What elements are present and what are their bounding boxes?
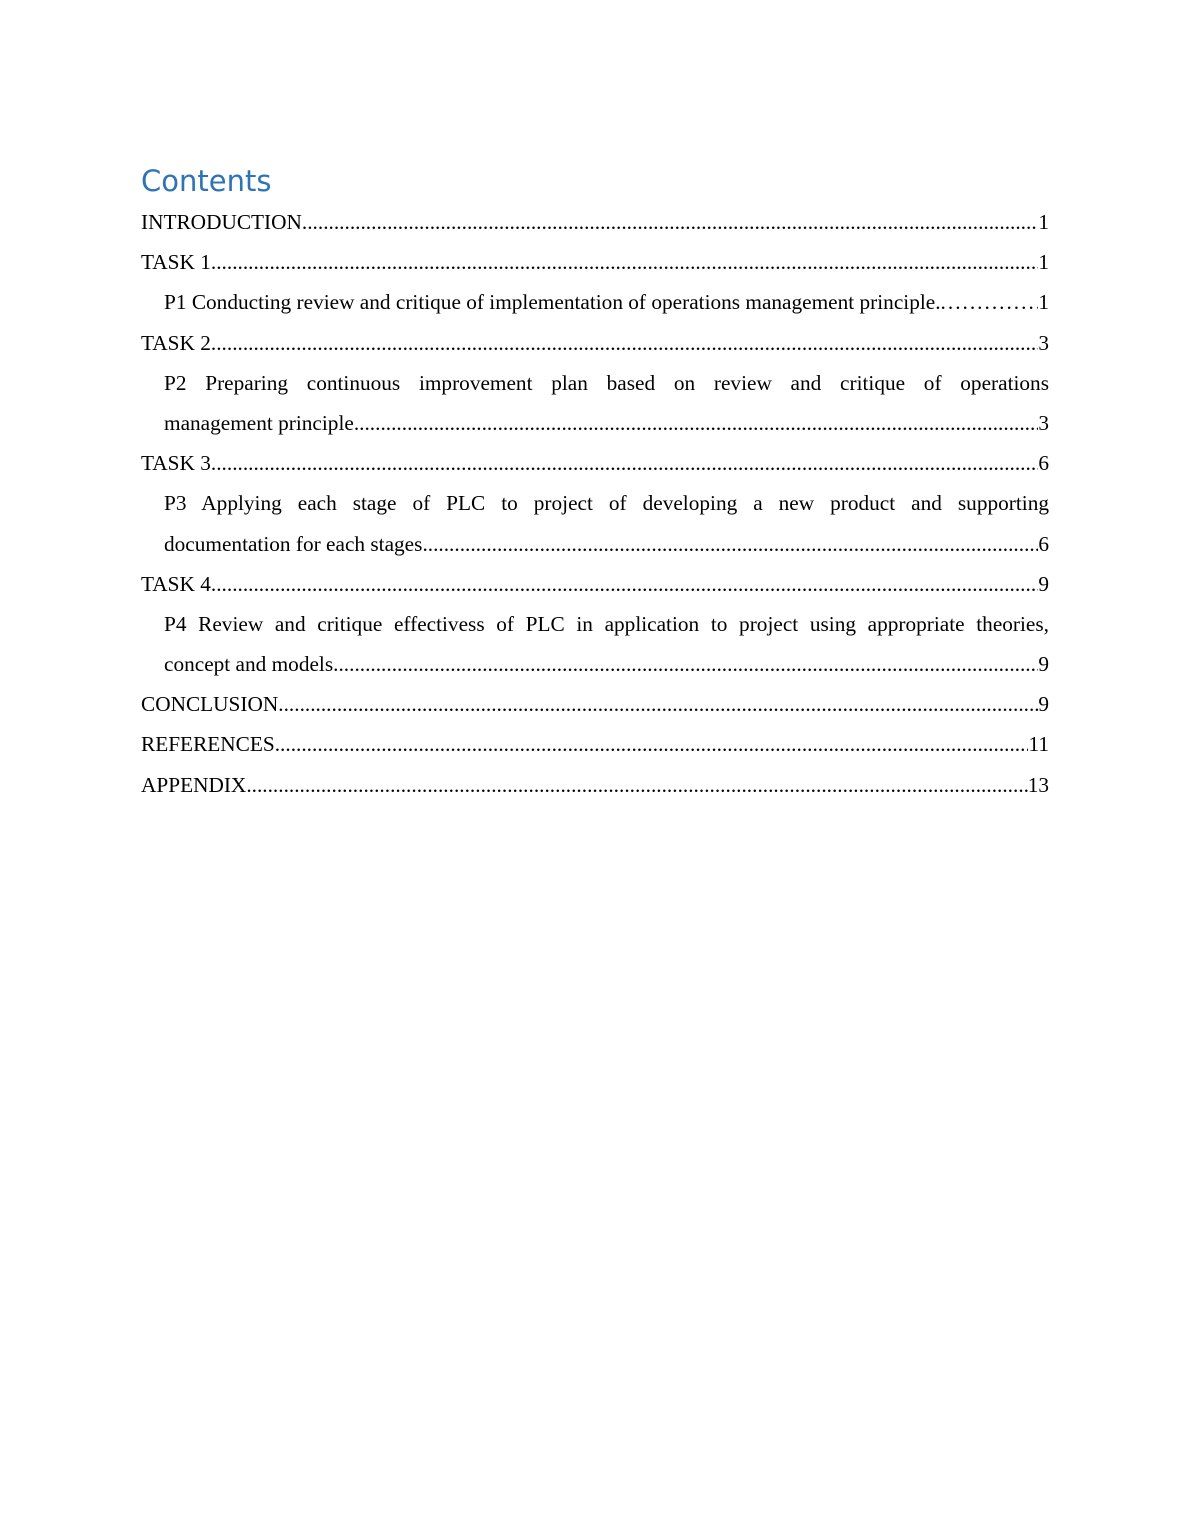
toc-entry-label: management principle xyxy=(164,410,354,435)
toc-page-number: 9 xyxy=(1038,652,1049,677)
dot-leader xyxy=(333,644,1038,684)
toc-entry-label: concept and models xyxy=(164,652,334,677)
toc-entry-label: TASK 3 xyxy=(141,451,211,476)
toc-page-number: 1 xyxy=(1038,290,1049,315)
toc-entry-conclusion[interactable] xyxy=(141,684,1049,724)
contents-heading: Contents xyxy=(141,164,272,198)
toc-page-number: 6 xyxy=(1038,531,1049,556)
toc-entry-label: INTRODUCTION xyxy=(141,210,302,234)
toc-page-number: 11 xyxy=(1028,732,1049,757)
toc-entry-task-3[interactable] xyxy=(141,443,1049,483)
toc-entry-label-line1: P2 Preparing continuous improvement plan based on review and critique of operations xyxy=(164,370,1049,395)
dot-leader xyxy=(354,403,1039,443)
dot-leader xyxy=(246,765,1027,805)
dot-leader xyxy=(422,524,1038,564)
toc-page-number: 1 xyxy=(1038,250,1049,275)
toc-entry-p1[interactable] xyxy=(141,282,1049,322)
dot-leader xyxy=(941,282,1039,322)
toc-entry-label: documentation for each stages xyxy=(164,531,423,556)
toc-entry-label-line1: P4 Review and critique effectivess of PLC in application to project using appropriate theories, xyxy=(164,611,1049,636)
toc-entry-label: REFERENCES xyxy=(141,732,275,757)
toc-entry-label: TASK 2 xyxy=(141,330,211,355)
toc-entry-appendix[interactable] xyxy=(141,765,1049,805)
toc-entry-label: P1 Conducting review and critique of implementation of operations management principle. xyxy=(164,290,941,315)
toc-page-number: 1 xyxy=(1038,210,1049,234)
dot-leader xyxy=(211,242,1038,282)
toc-entry-task-1[interactable] xyxy=(141,242,1049,282)
dot-leader xyxy=(302,202,1038,242)
dot-leader xyxy=(211,564,1038,604)
toc-page-number: 9 xyxy=(1038,571,1049,596)
toc-entry-p3[interactable] xyxy=(141,483,1049,563)
toc-entry-introduction[interactable] xyxy=(141,202,1049,242)
toc-page-number: 3 xyxy=(1038,330,1049,355)
toc-entry-task-2[interactable] xyxy=(141,323,1049,363)
toc-page-number: 3 xyxy=(1038,410,1049,435)
toc-entry-label: TASK 1 xyxy=(141,250,211,275)
toc-entry-references[interactable] xyxy=(141,724,1049,764)
dot-leader xyxy=(211,323,1038,363)
toc-page-number: 9 xyxy=(1038,692,1049,717)
toc-page-number: 13 xyxy=(1027,772,1049,797)
document-page xyxy=(141,160,1049,805)
toc-entry-p4[interactable] xyxy=(141,604,1049,684)
dot-leader xyxy=(211,443,1038,483)
dot-leader xyxy=(278,684,1038,724)
toc-entry-task-4[interactable] xyxy=(141,564,1049,604)
toc-entry-label: APPENDIX xyxy=(141,772,247,797)
toc-page-number: 6 xyxy=(1038,451,1049,476)
toc-entry-p2[interactable] xyxy=(141,363,1049,443)
toc-entry-label: TASK 4 xyxy=(141,571,211,596)
toc-entry-label-line1: P3 Applying each stage of PLC to project of developing a new product and supporting xyxy=(164,491,1049,516)
toc-entry-label: CONCLUSION xyxy=(141,692,279,717)
dot-leader xyxy=(275,724,1029,764)
